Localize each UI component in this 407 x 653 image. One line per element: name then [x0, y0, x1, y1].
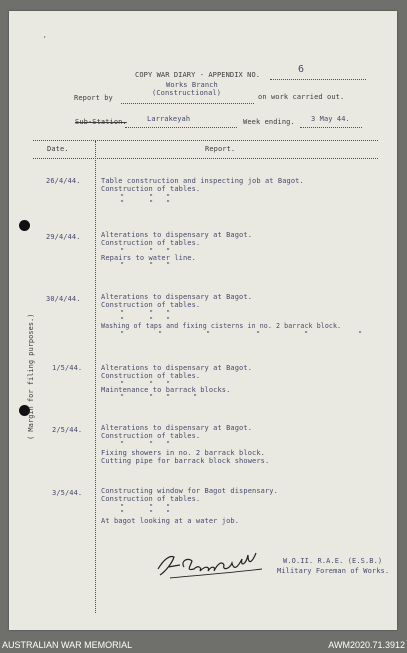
ditto-mark: ": [149, 193, 154, 201]
ditto-mark: ": [158, 330, 163, 338]
ditto-mark: ": [304, 330, 309, 338]
ditto-mark: ": [120, 509, 125, 517]
ditto-mark: ": [193, 393, 198, 401]
entry-date: 30/4/44.: [46, 295, 81, 303]
entry-line: Construction of tables.: [101, 372, 201, 380]
ditto-mark: ": [149, 509, 154, 517]
ditto-mark: ": [120, 393, 125, 401]
ditto-mark: ": [166, 309, 171, 317]
station-value: Larrakeyah: [147, 115, 191, 123]
ditto-mark: ": [166, 509, 171, 517]
punch-hole-top: [19, 220, 30, 231]
entry-date: 3/5/44.: [52, 489, 83, 497]
footer-institution: AUSTRALIAN WAR MEMORIAL: [2, 640, 133, 650]
entry-line: Construction of tables.: [101, 301, 201, 309]
ditto-mark: ": [120, 316, 125, 324]
entry-line: Alterations to dispensary at Bagot.: [101, 424, 253, 432]
ditto-mark: ": [166, 193, 171, 201]
entry-line: Construction of tables.: [101, 432, 201, 440]
ditto-mark: ": [149, 261, 154, 269]
entry-line: Washing of taps and fixing cisterns in no. 2 barrack block.: [101, 322, 342, 330]
ditto-mark: ": [120, 440, 125, 448]
ditto-mark: ": [120, 247, 125, 255]
report-by-suffix: on work carried out.: [258, 93, 345, 101]
ditto-mark: ": [120, 309, 125, 317]
column-header-report: Report.: [205, 145, 236, 153]
ditto-mark: ": [149, 440, 154, 448]
ditto-mark: ": [166, 440, 171, 448]
footer-reference: AWM2020.71.3912: [328, 640, 405, 650]
entry-line: Construction of tables.: [101, 495, 201, 503]
signatory-rank: W.O.II. R.A.E. (E.S.B.): [283, 557, 383, 565]
table-top-rule: [33, 140, 378, 141]
entry-line: Alterations to dispensary at Bagot.: [101, 293, 253, 301]
entry-line: Constructing window for Bagot dispensary.: [101, 487, 278, 495]
signatory-title: Military Foreman of Works.: [277, 567, 390, 575]
entry-line: Construction of tables.: [101, 239, 201, 247]
ditto-mark: ": [166, 316, 171, 324]
pen-mark: ,: [43, 32, 47, 39]
entry-line: At bagot looking at a water job.: [101, 517, 240, 525]
ditto-mark: ": [149, 309, 154, 317]
entry-line: Cutting pipe for barrack block showers.: [101, 457, 270, 465]
ditto-mark: ": [166, 393, 171, 401]
report-by-dotted-line: [121, 103, 254, 104]
filing-margin-note: ( Margin for filing purposes.): [27, 313, 35, 440]
entry-line: Maintenance to barrack blocks.: [101, 386, 231, 394]
entry-date: 2/5/44.: [52, 426, 83, 434]
ditto-mark: ": [149, 380, 154, 388]
entry-line: Construction of tables.: [101, 185, 201, 193]
ditto-mark: ": [166, 261, 171, 269]
table-column-divider: [95, 141, 96, 613]
ditto-mark: ": [120, 193, 125, 201]
ditto-mark: ": [206, 330, 211, 338]
entry-line: Alterations to dispensary at Bagot.: [101, 364, 253, 372]
entry-date: 26/4/44.: [46, 177, 81, 185]
ditto-mark: ": [149, 199, 154, 207]
entry-line: Fixing showers in no. 2 barrack block.: [101, 449, 265, 457]
unit-line2: (Constructional): [152, 89, 222, 97]
handwritten-signature: [150, 545, 270, 585]
week-dotted-line: [300, 127, 362, 128]
report-by-label: Report by: [74, 94, 113, 102]
ditto-mark: ": [149, 316, 154, 324]
entry-date: 1/5/44.: [52, 364, 83, 372]
appendix-dotted-line: [270, 79, 366, 80]
ditto-mark: ": [166, 380, 171, 388]
ditto-mark: ": [256, 330, 261, 338]
ditto-mark: ": [120, 503, 125, 511]
ditto-mark: ": [120, 330, 125, 338]
station-label: Sub-Station.: [75, 118, 127, 126]
diary-title: COPY WAR DIARY - APPENDIX NO.: [135, 71, 261, 79]
entry-line: Alterations to dispensary at Bagot.: [101, 231, 253, 239]
station-dotted-line: [125, 127, 237, 128]
ditto-mark: ": [358, 330, 363, 338]
ditto-mark: ": [166, 503, 171, 511]
ditto-mark: ": [166, 199, 171, 207]
column-header-date: Date.: [47, 145, 69, 153]
appendix-number: 6: [298, 64, 305, 75]
entry-line: Repairs to water line.: [101, 254, 196, 262]
week-label: Week ending.: [243, 118, 295, 126]
ditto-mark: ": [120, 380, 125, 388]
ditto-mark: ": [149, 393, 154, 401]
unit-line1: Works Branch: [166, 81, 218, 89]
table-header-rule: [33, 158, 378, 159]
entry-date: 29/4/44.: [46, 233, 81, 241]
ditto-mark: ": [120, 261, 125, 269]
entry-line: Table construction and inspecting job at Bagot.: [101, 177, 304, 185]
ditto-mark: ": [166, 247, 171, 255]
ditto-mark: ": [149, 247, 154, 255]
ditto-mark: ": [149, 503, 154, 511]
week-value: 3 May 44.: [311, 115, 350, 123]
ditto-mark: ": [120, 199, 125, 207]
